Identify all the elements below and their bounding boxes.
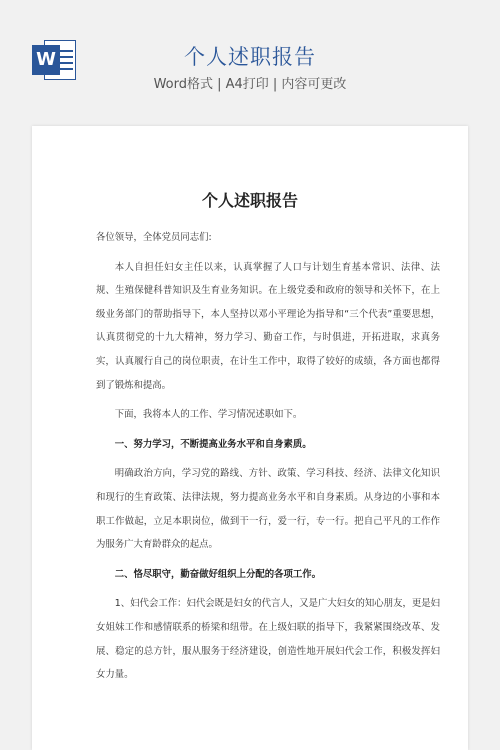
section-text-2: 1、妇代会工作：妇代会既是妇女的代言人，又是广大妇女的知心朋友，更是妇女姐妹工作和感情联系的桥梁和纽带。在上级妇联的指导下，我紧紧围绕改革、发展、稳定的总方针，服从服务于经济建设，创造性地开展妇代会工作，积极发挥妇女力量。 [96, 598, 440, 681]
section-heading-1: 一、努力学习，不断提高业务水平和自身素质。 [114, 438, 312, 450]
page-header [0, 0, 500, 118]
header-subtitle: Word格式 | A4打印 | 内容可更改 [153, 77, 347, 92]
document-title: 个人述职报告 [201, 191, 298, 210]
paragraph-lead: 下面，我将本人的工作、学习情况述职如下。 [114, 409, 303, 421]
paragraph-intro: 本人自担任妇女主任以来，认真掌握了人口与计划生育基本常识、法律、法规、生殖保健科普知识及生育业务知识。在上级党委和政府的领导和关怀下，在上级业务部门的帮助指导下，本人坚持以邓小平理论为指导和“三个代表”重要思想，认真贯彻党的十九大精神，努力学习、勤奋工作，与时俱进，开拓进取，求真务实，认真履行自己的岗位职责，在计生工作中，取得了较好的成绩，各方面也都得到了锻炼和提高。 [96, 261, 440, 391]
document-page [32, 126, 468, 750]
word-icon-badge: W [32, 45, 60, 75]
header-title: 个人述职报告 [184, 45, 316, 69]
section-heading-2: 二、恪尽职守，勤奋做好组织上分配的各项工作。 [114, 568, 322, 580]
salutation: 各位领导，全体党员同志们: [96, 232, 212, 243]
document-body [96, 226, 440, 687]
section-text-1: 明确政治方向，学习党的路线、方针、政策、学习科技、经济、法律文化知识和现行的生育政策、法律法规，努力提高业务水平和自身素质。从身边的小事和本职工作做起，立足本职岗位，做到干一行，爱一行，专一行。把自己平凡的工作作为服务广大育龄群众的起点。 [96, 468, 440, 551]
